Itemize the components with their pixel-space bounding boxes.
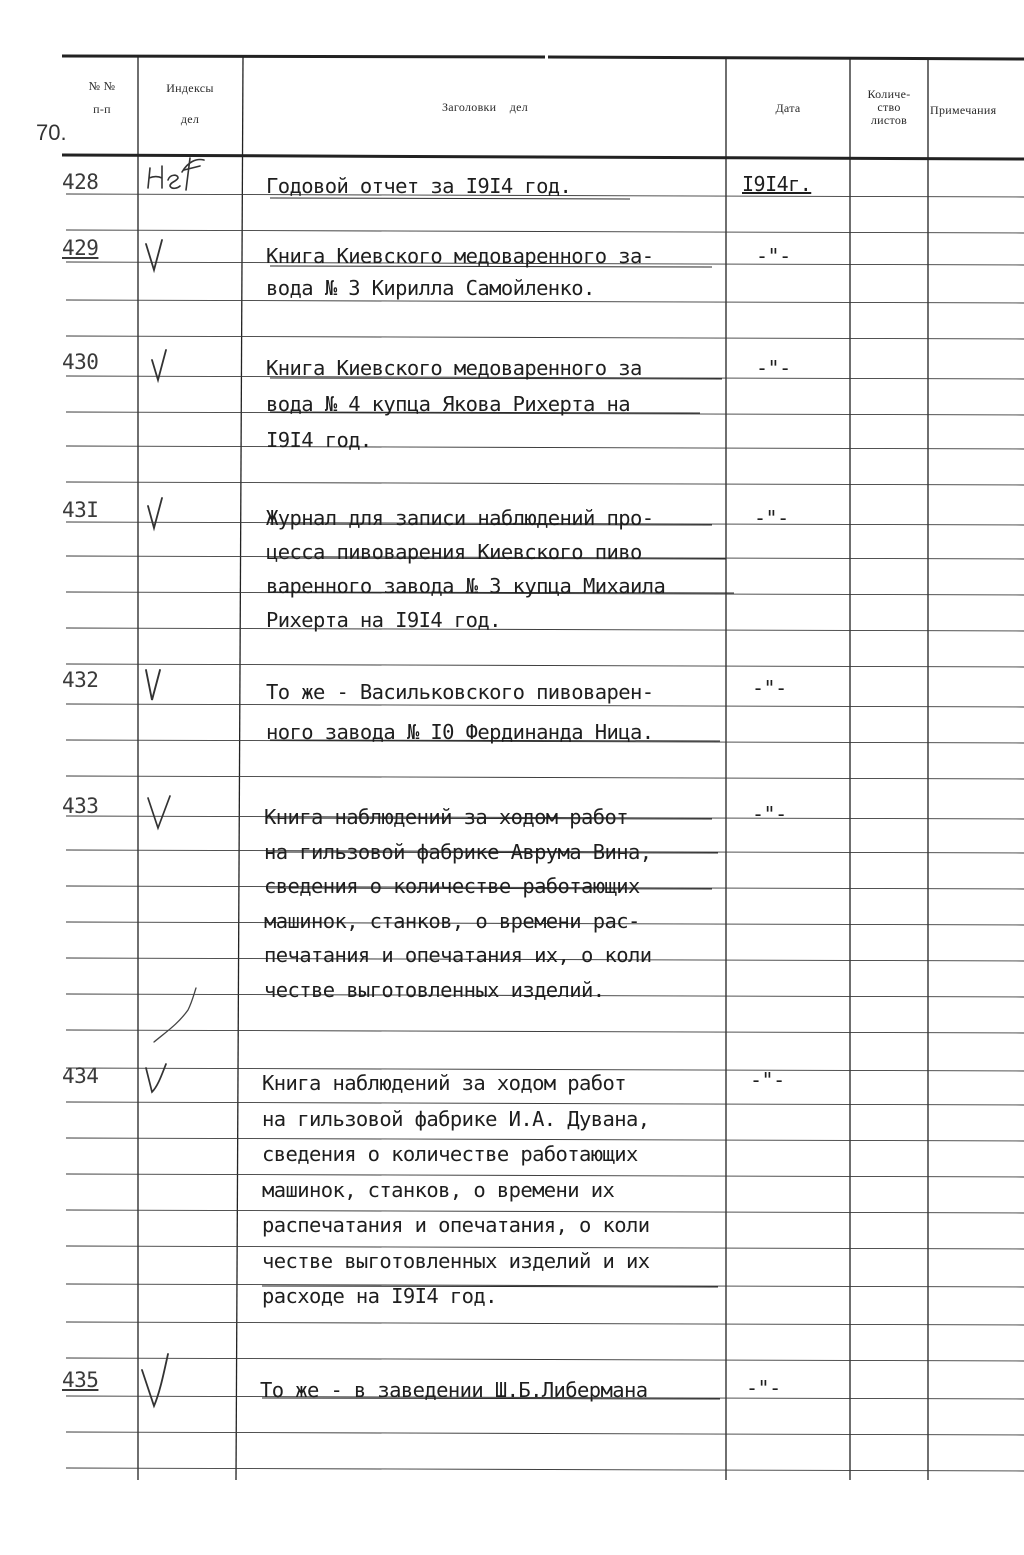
- entry-title-line: честве выготовленных изделий.: [264, 977, 605, 1002]
- entry-title-line: То же - в заведении Ш.Б.Либермана: [260, 1378, 648, 1402]
- entry-date: -"-: [750, 1068, 785, 1092]
- header-notes-column: Примечания: [930, 103, 997, 117]
- entry-title-line: печатания и опечатания их, о коли: [264, 943, 652, 967]
- entry-title-line: машинок, станков, о времени их: [262, 1177, 615, 1202]
- page-number: 70.: [36, 120, 67, 145]
- header-number-line-1: № №: [88, 79, 116, 93]
- check-mark-icon: [140, 230, 240, 290]
- handwritten-stroke-icon: [148, 984, 248, 1044]
- header-index-column: [142, 82, 238, 126]
- entry-title-line: Книга Киевского медоваренного за: [266, 356, 642, 380]
- entry-number: 432: [62, 668, 99, 692]
- entry-number: 433: [62, 794, 99, 818]
- entry-date: -"-: [752, 676, 787, 700]
- entry-title-line: вода № 3 Кирилла Самойленко.: [266, 276, 595, 300]
- entry-title-line: цесса пивоварения Киевского пиво: [266, 540, 642, 564]
- entry-title-line: распечатания и опечатания, о коли: [262, 1213, 650, 1237]
- entry-number: 430: [62, 350, 99, 374]
- entry-title-line: Журнал для записи наблюдений про-: [266, 506, 654, 530]
- entry-date: -"-: [746, 1376, 781, 1400]
- entry-title: [262, 1066, 728, 1315]
- handwritten-no-mark-icon: [140, 150, 240, 210]
- header-number-column: [70, 80, 134, 116]
- header-sheets-line-1: Количе-: [867, 87, 911, 101]
- entry-number: 434: [62, 1064, 99, 1088]
- entry-title-line: Книга наблюдений за ходом работ: [264, 805, 629, 829]
- entry-date: -"-: [756, 356, 791, 380]
- entry-title-line: сведения о количестве работающих: [262, 1142, 638, 1166]
- header-sheets-line-3: листов: [870, 113, 908, 127]
- entry-title: [266, 170, 732, 202]
- check-mark-icon: [140, 344, 240, 404]
- entry-number: 429: [62, 236, 99, 260]
- entry-title-line: Книга наблюдений за ходом работ: [262, 1071, 627, 1095]
- header-index-line-2: дел: [180, 112, 200, 126]
- header-sheets-line-2: ство: [877, 100, 901, 114]
- entry-title-line: расходе на I9I4 год.: [262, 1284, 497, 1308]
- entry-title-line: вода № 4 купца Якова Рихерта на: [266, 392, 631, 416]
- check-mark-icon: [140, 792, 240, 852]
- entry-title-line: Рихерта на I9I4 год.: [266, 608, 501, 632]
- header-sheets-column: [852, 88, 926, 127]
- header-number-line-2: п-п: [93, 102, 111, 116]
- entry-title-line: I9I4 год.: [266, 428, 372, 452]
- entry-title-line: честве выготовленных изделий и их: [262, 1248, 650, 1273]
- entry-title: [266, 672, 732, 752]
- header-date-column: Дата: [775, 101, 801, 115]
- check-mark-icon: [140, 1060, 240, 1120]
- entry-title: [266, 501, 732, 637]
- entry-number: 43I: [62, 498, 99, 522]
- entry-title-line: машинок, станков, о времени рас-: [264, 908, 640, 933]
- entry-title: [266, 240, 732, 304]
- entry-title-line: на гильзовой фабрике Аврума Вина,: [264, 839, 652, 864]
- entry-date: -"-: [752, 802, 787, 826]
- header-index-line-1: Индексы: [166, 81, 214, 95]
- entry-title-line: ного завода № I0 Фердинанда Ница.: [266, 720, 654, 744]
- entry-date: -"-: [754, 506, 789, 530]
- entry-date: -"-: [756, 244, 791, 268]
- check-mark-icon: [140, 494, 240, 554]
- entry-title-line: То же - Васильковского пивоварен-: [266, 680, 654, 704]
- entry-date: I9I4г.: [742, 172, 812, 196]
- entry-title: [264, 800, 730, 1007]
- entry-title-line: варенного завода № 3 купца Михаила: [266, 574, 666, 598]
- entry-number: 428: [62, 170, 99, 194]
- entry-title-line: сведения о количестве работающих: [264, 874, 640, 898]
- header-title-column: Заголовки дел: [441, 100, 529, 114]
- entry-title-line: Книга Киевского медоваренного за-: [266, 244, 654, 268]
- entry-title: [260, 1374, 726, 1406]
- check-mark-icon: [140, 1350, 240, 1420]
- entry-title-line: на гильзовой фабрике И.А. Дувана,: [262, 1106, 650, 1131]
- entry-title-line: Годовой отчет за I9I4 год.: [266, 174, 572, 198]
- entry-title: [266, 352, 732, 456]
- entry-number: 435: [62, 1368, 99, 1392]
- check-mark-icon: [140, 662, 240, 722]
